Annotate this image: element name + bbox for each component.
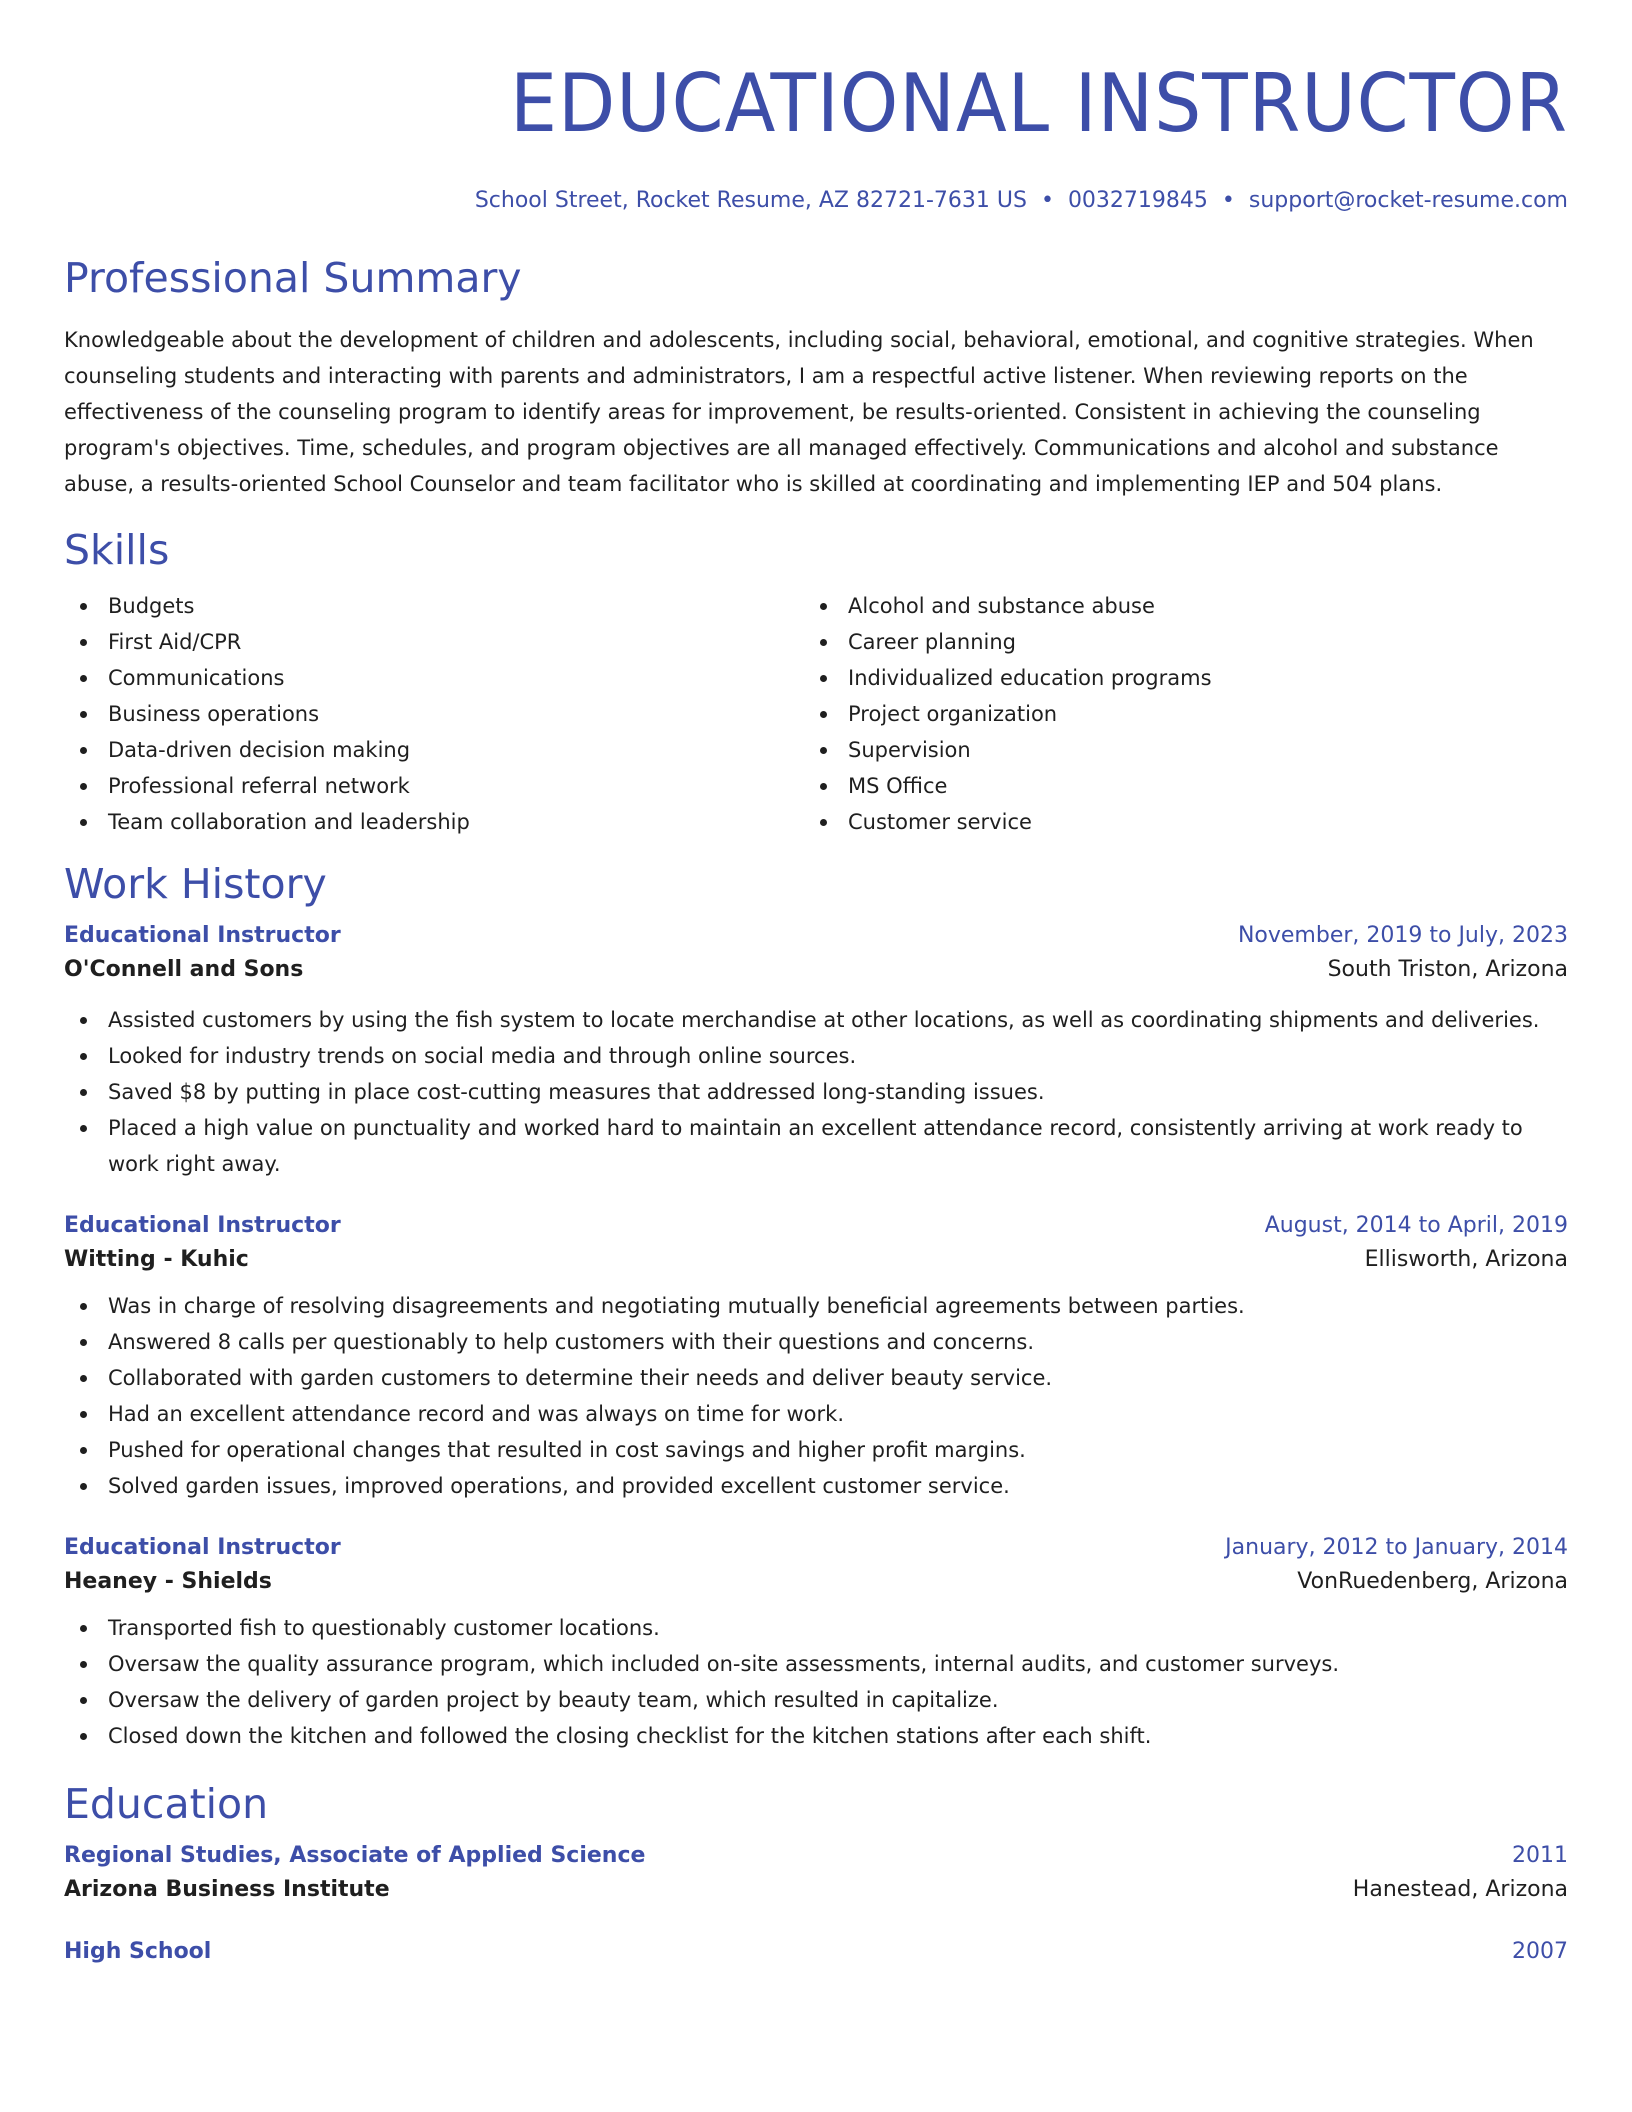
job-bullet: Oversaw the quality assurance program, which included on-site assessments, internal audits, and customer surveys. (64, 1646, 1568, 1682)
job-header-row (64, 1532, 1568, 1564)
education-section (64, 1776, 1568, 1968)
separator: • (1040, 188, 1054, 213)
degree: High School (64, 1939, 212, 1964)
education-school-row (64, 1872, 1568, 1908)
education-year: 2011 (1512, 1843, 1568, 1868)
job-bullet: Answered 8 calls per questionably to help customers with their questions and concerns. (64, 1324, 1568, 1360)
company-name: Heaney - Shields (64, 1569, 272, 1594)
job-bullets (64, 1610, 1568, 1754)
skill-item: Communications (64, 660, 804, 696)
education-header-row (64, 1936, 1568, 1968)
skill-item: Individualized education programs (804, 660, 1544, 696)
skill-item: Career planning (804, 624, 1544, 660)
job-dates: November, 2019 to July, 2023 (1237, 923, 1568, 948)
section-title: Skills (64, 526, 170, 574)
skills-columns (64, 588, 1568, 840)
summary-text: Knowledgeable about the development of children and adolescents, including social, behavioral, emotional, and cognitive strategies. When counseling students and interacting with parents and administrators, I am a respectful active listener. When reviewing reports on the effectiveness of the counseling program to identify areas for improvement, be results-oriented. Consistent in achieving the counseling program's objectives. Time, schedules, and program objectives are all managed effectively. Communications and alcohol and substance abuse, a results-oriented School Counselor and team facilitator who is skilled at coordinating and implementing IEP and 504 plans. (64, 328, 1534, 496)
job-bullet: Saved $8 by putting in place cost-cutting measures that addressed long-standing issues. (64, 1074, 1568, 1110)
job-bullet: Collaborated with garden customers to determine their needs and deliver beauty service. (64, 1360, 1568, 1396)
company-name: O'Connell and Sons (64, 957, 304, 982)
skills-left-column (64, 588, 804, 840)
skill-item: Data-driven decision making (64, 732, 804, 768)
job-bullet: Oversaw the delivery of garden project by beauty team, which resulted in capitalize. (64, 1682, 1568, 1718)
job-entry (64, 1210, 1568, 1504)
job-bullet: Solved garden issues, improved operations, and provided excellent customer service. (64, 1468, 1568, 1504)
job-header-row (64, 1210, 1568, 1242)
section-title: Work History (64, 860, 327, 908)
resume-name: EDUCATIONAL INSTRUCTOR (510, 57, 1568, 150)
skill-item: Team collaboration and leadership (64, 804, 804, 840)
skills-section (64, 522, 1568, 840)
summary-section (64, 250, 1568, 502)
job-dates: August, 2014 to April, 2019 (1264, 1213, 1568, 1238)
phone: 0032719845 (1067, 188, 1208, 213)
job-header-row (64, 920, 1568, 952)
email: support@rocket-resume.com (1248, 188, 1568, 213)
contact-line (64, 186, 1568, 216)
job-bullet: Pushed for operational changes that resulted in cost savings and higher profit margins. (64, 1432, 1568, 1468)
company-name: Witting - Kuhic (64, 1247, 249, 1272)
job-title: Educational Instructor (64, 1213, 341, 1238)
job-title: Educational Instructor (64, 923, 341, 948)
school-location: Hanestead, Arizona (1352, 1877, 1568, 1902)
address: School Street, Rocket Resume, AZ 82721-7631 US (474, 188, 1027, 213)
skill-item: MS Office (804, 768, 1544, 804)
job-bullet: Closed down the kitchen and followed the closing checklist for the kitchen stations after each shift. (64, 1718, 1568, 1754)
job-bullet: Looked for industry trends on social media and through online sources. (64, 1038, 1568, 1074)
education-entry (64, 1840, 1568, 1908)
job-bullet: Assisted customers by using the fish system to locate merchandise at other locations, as well as coordinating shipments and deliveries. (64, 1002, 1568, 1038)
separator: • (1221, 188, 1235, 213)
skill-item: First Aid/CPR (64, 624, 804, 660)
job-title: Educational Instructor (64, 1535, 341, 1560)
job-location: South Triston, Arizona (1327, 957, 1568, 982)
job-entry (64, 920, 1568, 1182)
skill-item: Project organization (804, 696, 1544, 732)
job-entry (64, 1532, 1568, 1754)
school-name: Arizona Business Institute (64, 1877, 390, 1902)
job-bullet: Had an excellent attendance record and was always on time for work. (64, 1396, 1568, 1432)
job-company-row (64, 952, 1568, 988)
degree: Regional Studies, Associate of Applied Science (64, 1843, 646, 1868)
skill-item: Budgets (64, 588, 804, 624)
job-bullet: Was in charge of resolving disagreements and negotiating mutually beneficial agreements between parties. (64, 1288, 1568, 1324)
education-year: 2007 (1512, 1939, 1568, 1964)
job-location: VonRuedenberg, Arizona (1297, 1569, 1568, 1594)
job-bullet: Placed a high value on punctuality and worked hard to maintain an excellent attendance record, consistently arriving at work ready to work right away. (64, 1110, 1568, 1182)
work-history-section (64, 856, 1568, 1754)
skill-item: Business operations (64, 696, 804, 732)
job-location: Ellisworth, Arizona (1364, 1247, 1568, 1272)
skills-right-column (804, 588, 1544, 840)
skill-item: Customer service (804, 804, 1544, 840)
job-dates: January, 2012 to January, 2014 (1225, 1535, 1568, 1560)
section-title: Education (64, 1780, 269, 1828)
skill-item: Professional referral network (64, 768, 804, 804)
skill-item: Alcohol and substance abuse (804, 588, 1544, 624)
job-bullets (64, 1288, 1568, 1504)
job-bullets (64, 1002, 1568, 1182)
section-title: Professional Summary (64, 254, 522, 302)
skill-item: Supervision (804, 732, 1544, 768)
job-company-row (64, 1242, 1568, 1278)
job-bullet: Transported fish to questionably customer locations. (64, 1610, 1568, 1646)
education-header-row (64, 1840, 1568, 1872)
education-entry (64, 1936, 1568, 1968)
job-company-row (64, 1564, 1568, 1600)
